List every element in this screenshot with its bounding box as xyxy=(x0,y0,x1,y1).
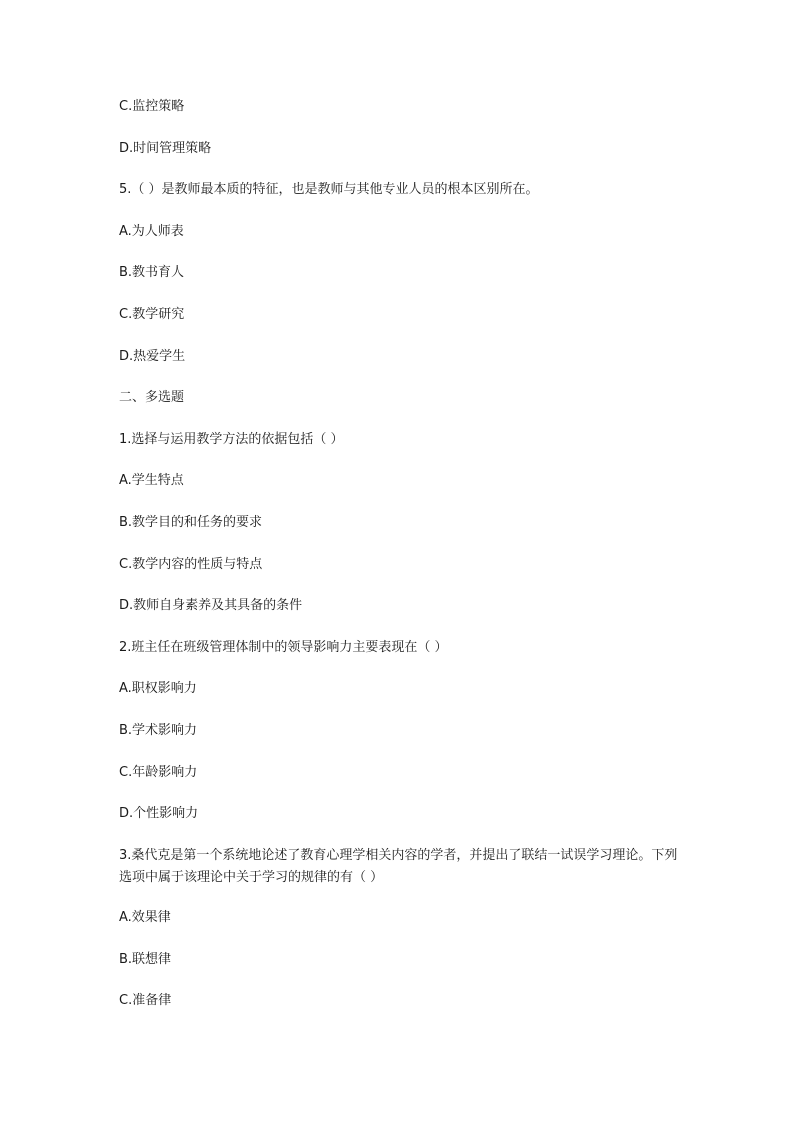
option-d-time-management-strategy: D.时间管理策略 xyxy=(119,141,212,156)
mc-q1-option-d: D.教师自身素养及其具备的条件 xyxy=(119,598,303,613)
mc-question-2: 2.班主任在班级管理体制中的领导影响力主要表现在（ ） xyxy=(119,640,448,655)
mc-q2-option-d: D.个性影响力 xyxy=(119,806,199,821)
question-5: 5.（ ）是教师最本质的特征，也是教师与其他专业人员的根本区别所在。 xyxy=(119,182,539,197)
option-c-monitoring-strategy: C.监控策略 xyxy=(119,99,185,114)
mc-q2-option-a: A.职权影响力 xyxy=(119,681,197,696)
mc-q1-option-c: C.教学内容的性质与特点 xyxy=(119,557,263,572)
mc-question-1: 1.选择与运用教学方法的依据包括（ ） xyxy=(119,432,344,447)
mc-q2-option-c: C.年龄影响力 xyxy=(119,765,198,780)
q5-option-a: A.为人师表 xyxy=(119,224,184,239)
mc-q3-option-c: C.准备律 xyxy=(119,993,172,1008)
mc-q3-option-a: A.效果律 xyxy=(119,910,171,925)
mc-question-3: 3.桑代克是第一个系统地论述了教育心理学相关内容的学者，并提出了联结一试误学习理论。下列选项中属于该理论中关于学习的规律的有（ ） xyxy=(119,848,678,885)
q5-option-c: C.教学研究 xyxy=(119,307,185,322)
q5-option-d: D.热爱学生 xyxy=(119,349,186,364)
mc-q1-option-b: B.教学目的和任务的要求 xyxy=(119,515,263,530)
q5-option-b: B.教书育人 xyxy=(119,265,185,280)
mc-q2-option-b: B.学术影响力 xyxy=(119,723,198,738)
section-heading-multiple-choice: 二、多选题 xyxy=(119,390,185,405)
mc-q3-option-b: B.联想律 xyxy=(119,952,172,967)
mc-q1-option-a: A.学生特点 xyxy=(119,473,184,488)
